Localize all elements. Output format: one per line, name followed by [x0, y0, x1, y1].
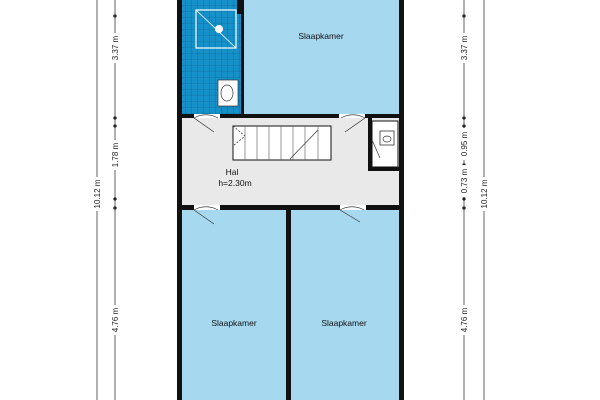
staircase [233, 126, 331, 160]
dim-right-mid-lower: 0.73 m [460, 168, 469, 194]
dim-left-total: 10.12 m [93, 179, 102, 209]
bottom-right-bedroom-label: Slaapkamer [321, 318, 367, 328]
bottom-left-bedroom-label: Slaapkamer [211, 318, 257, 328]
hall-height-label: h=2.30m [218, 178, 252, 188]
top-bedroom-floor [243, 0, 400, 114]
dim-left-middle: 1.78 m [111, 142, 120, 168]
bottom-right-bedroom-floor [291, 210, 400, 400]
washbasin-icon [218, 80, 238, 106]
hall-label: Hal [225, 167, 239, 177]
dim-left-bottom: 4.76 m [111, 307, 120, 333]
dim-right-total: 10.12 m [480, 179, 489, 209]
dim-right-mid-upper: 0.95 m [460, 131, 469, 157]
dim-right-top: 3.37 m [460, 35, 469, 61]
dim-left-top: 3.37 m [111, 35, 120, 61]
dim-right-bottom: 4.76 m [460, 307, 469, 333]
bottom-left-bedroom-floor [181, 210, 287, 400]
toilet-icon [380, 131, 394, 145]
top-bedroom-label: Slaapkamer [298, 31, 344, 41]
